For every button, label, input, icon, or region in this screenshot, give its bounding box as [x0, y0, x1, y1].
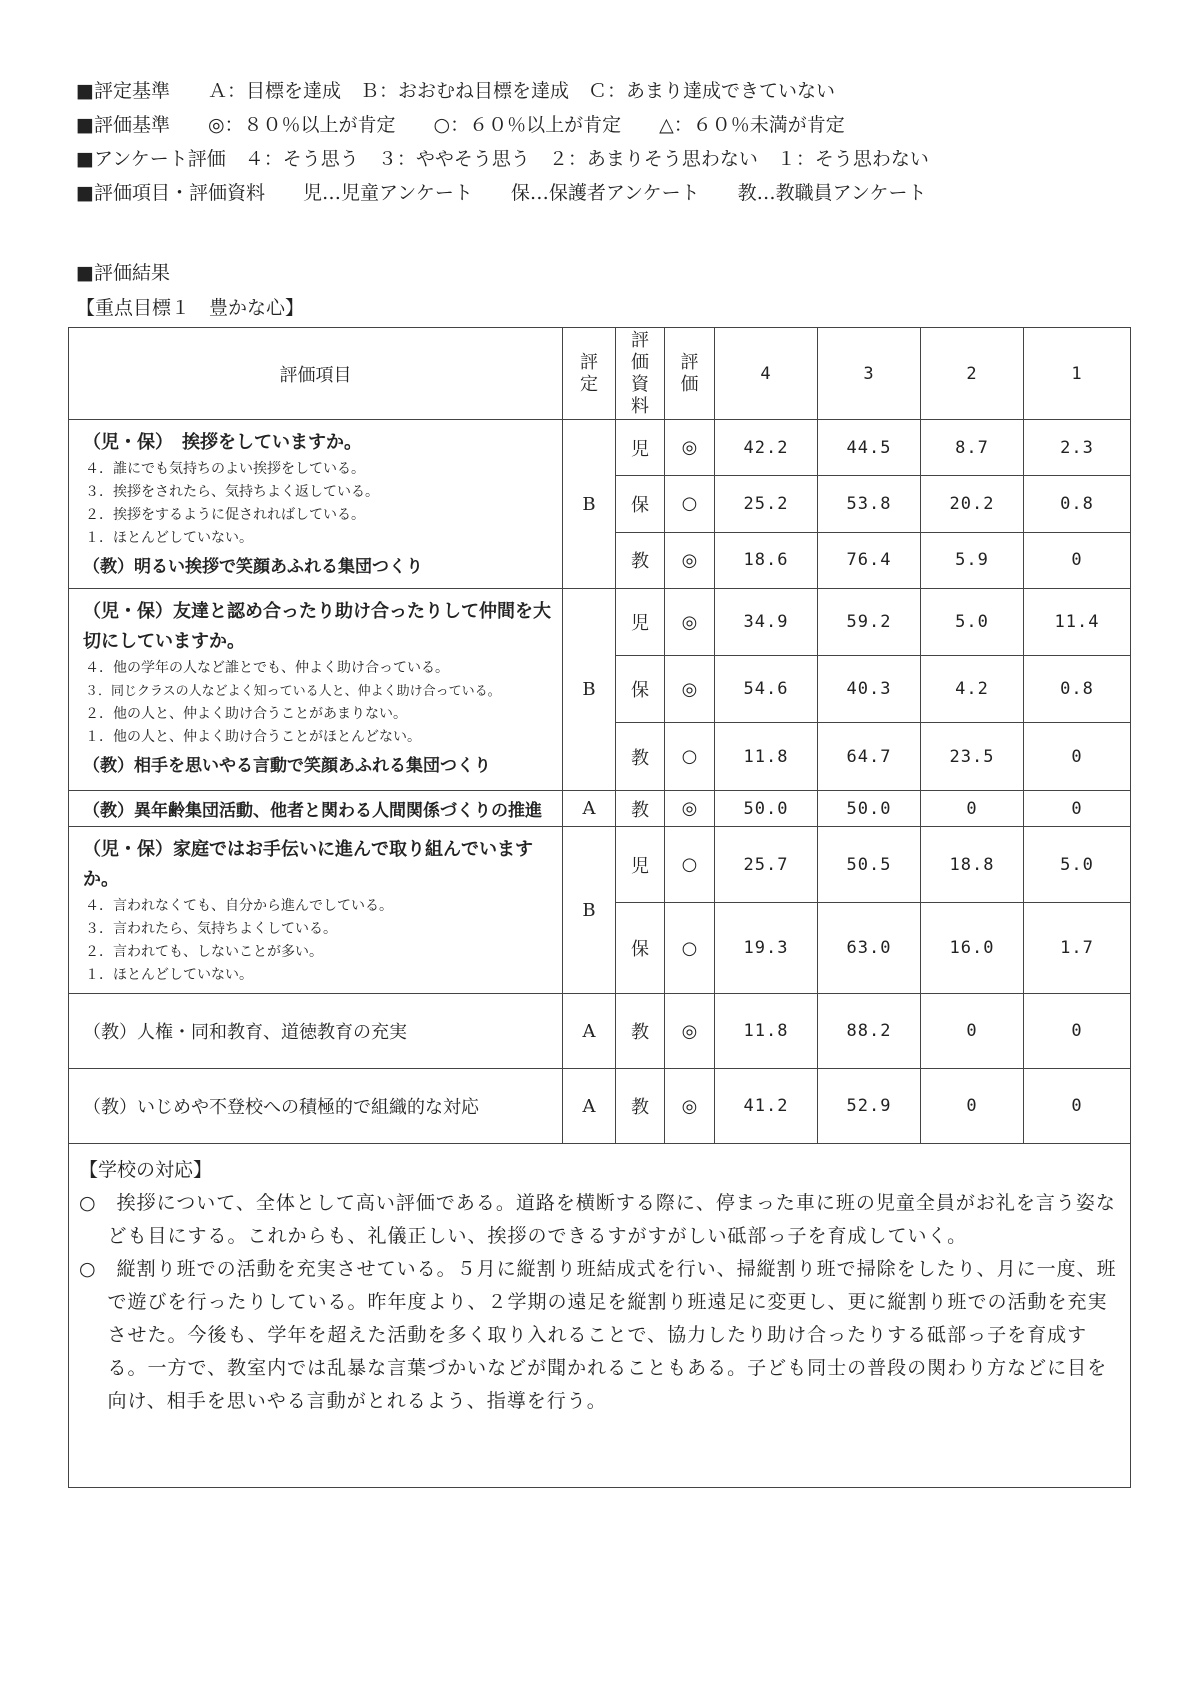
source-cell: 児: [616, 589, 665, 656]
table-row: [69, 994, 1131, 1069]
response-paragraph: ○ 挨拶について、全体として高い評価である。道路を横断する際に、停まった車に班の児童全員がお礼を言う姿なども目にする。これからも、礼儀正しい、挨拶のできるすがすがしい砥部っ子を育成していく。: [79, 1192, 1116, 1247]
response-paragraph: ○ 縦割り班での活動を充実させている。５月に縦割り班結成式を行い、掃縦割り班で掃除をしたり、月に一度、班で遊びを行ったりしている。昨年度より、２学期の遠足を縦割り班遠足に変更し、更に縦割り班での活動を充実させた。今後も、学年を超えた活動を多く取り入れることで、協力したり助け合ったりする砥部っ子を育成する。一方で、教室内では乱暴な言葉づかいなどが聞かれることもある。子ども同士の普段の関わり方などに目を向け、相手を思いやる言動がとれるよう、指導を行う。: [79, 1258, 1117, 1412]
value-cell: 41.2: [715, 1069, 818, 1144]
item-multi-age-activity: （教）異年齢集団活動、他者と関わる人間関係づくりの推進: [69, 791, 563, 827]
table-row: [69, 589, 1131, 656]
value-cell: 0: [921, 791, 1024, 827]
value-cell: 34.9: [715, 589, 818, 656]
value-cell: 0: [1024, 791, 1131, 827]
value-cell: 64.7: [818, 723, 921, 791]
value-cell: 8.7: [921, 420, 1024, 476]
value-cell: 25.2: [715, 476, 818, 532]
source-cell: 児: [616, 420, 665, 476]
value-cell: 76.4: [818, 532, 921, 588]
value-cell: 0: [1024, 723, 1131, 791]
header-source: 評 価 資 料: [616, 328, 665, 420]
item-housework: （児・保）家庭ではお手伝いに進んで取り組んでいますか。 ４．言われなくても、自分から進んでしている。 ３．言われたら、気持ちよくしている。 ２．言われても、しないことが多い。 １．ほとんどしていない。: [69, 827, 563, 994]
source-cell: 教: [616, 791, 665, 827]
legend-survey-scale: ■アンケート評価 ４：そう思う ３：ややそう思う ２：あまりそう思わない １：そう思わない: [76, 148, 929, 170]
value-cell: 20.2: [921, 476, 1024, 532]
value-cell: 23.5: [921, 723, 1024, 791]
rating-cell: B: [563, 420, 616, 589]
source-cell: 保: [616, 903, 665, 994]
item-human-rights-education: （教）人権・同和教育、道徳教育の充実: [69, 994, 563, 1069]
value-cell: 0: [921, 994, 1024, 1069]
header-score-3: 3: [818, 328, 921, 420]
value-cell: 63.0: [818, 903, 921, 994]
value-cell: 0: [1024, 1069, 1131, 1144]
rating-cell: A: [563, 791, 616, 827]
value-cell: 42.2: [715, 420, 818, 476]
legend-sources: ■評価項目・評価資料 児…児童アンケート 保…保護者アンケート 教…教職員アンケート: [76, 182, 927, 204]
goal-heading: 【重点目標１ 豊かな心】: [76, 297, 305, 319]
value-cell: 11.8: [715, 994, 818, 1069]
header-row: [69, 328, 1131, 420]
value-cell: 18.6: [715, 532, 818, 588]
header-rating: 評 定: [563, 328, 616, 420]
evaluation-cell: ◎: [665, 532, 715, 588]
value-cell: 2.3: [1024, 420, 1131, 476]
value-cell: 11.8: [715, 723, 818, 791]
header-evaluation: 評 価: [665, 328, 715, 420]
item-friendship: （児・保）友達と認め合ったり助け合ったりして仲間を大切にしていますか。 ４．他の学年の人など誰とでも、仲よく助け合っている。 ３．同じクラスの人などよく知っている人と、仲よく助け合っている。 ２．他の人と、仲よく助け合うことがあまりない。 １．他の人と、仲よく助け合うことがほとんどない。 （教）相手を思いやる言動で笑顔あふれる集団つくり: [69, 589, 563, 791]
value-cell: 19.3: [715, 903, 818, 994]
value-cell: 5.0: [921, 589, 1024, 656]
value-cell: 0.8: [1024, 476, 1131, 532]
evaluation-cell: ◎: [665, 791, 715, 827]
value-cell: 44.5: [818, 420, 921, 476]
item-greeting: （児・保） 挨拶をしていますか。 ４．誰にでも気持ちのよい挨拶をしている。 ３．挨拶をされたら、気持ちよく返している。 ２．挨拶をするように促されればしている。 １．ほとんどしていない。 （教）明るい挨拶で笑顔あふれる集団つくり: [69, 420, 563, 589]
value-cell: 88.2: [818, 994, 921, 1069]
value-cell: 0: [921, 1069, 1024, 1144]
value-cell: 25.7: [715, 827, 818, 903]
evaluation-cell: ◎: [665, 994, 715, 1069]
value-cell: 54.6: [715, 656, 818, 723]
value-cell: 53.8: [818, 476, 921, 532]
evaluation-table: [68, 327, 1131, 1488]
source-cell: 児: [616, 827, 665, 903]
source-cell: 教: [616, 723, 665, 791]
value-cell: 5.9: [921, 532, 1024, 588]
evaluation-cell: ◎: [665, 589, 715, 656]
results-heading: ■評価結果: [76, 262, 170, 284]
source-cell: 教: [616, 1069, 665, 1144]
evaluation-cell: ◎: [665, 656, 715, 723]
value-cell: 50.0: [818, 791, 921, 827]
table-row: [69, 791, 1131, 827]
value-cell: 11.4: [1024, 589, 1131, 656]
rating-cell: B: [563, 827, 616, 994]
header-score-1: 1: [1024, 328, 1131, 420]
header-score-4: 4: [715, 328, 818, 420]
header-score-2: 2: [921, 328, 1024, 420]
evaluation-cell: ◎: [665, 1069, 715, 1144]
value-cell: 0.8: [1024, 656, 1131, 723]
value-cell: 16.0: [921, 903, 1024, 994]
table-row: [69, 420, 1131, 476]
header-item: 評価項目: [69, 328, 563, 420]
item-bullying-response: （教）いじめや不登校への積極的で組織的な対応: [69, 1069, 563, 1144]
value-cell: 0: [1024, 532, 1131, 588]
value-cell: 0: [1024, 994, 1131, 1069]
legend-rating-criteria: ■評定基準 Ａ：目標を達成 Ｂ：おおむね目標を達成 Ｃ：あまり達成できていない: [76, 80, 835, 102]
value-cell: 40.3: [818, 656, 921, 723]
legend: [76, 74, 929, 210]
evaluation-cell: ○: [665, 903, 715, 994]
value-cell: 1.7: [1024, 903, 1131, 994]
school-response: [69, 1144, 1131, 1488]
table-row: [69, 1069, 1131, 1144]
legend-evaluation-criteria: ■評価基準 ◎：８０％以上が肯定 ○：６０％以上が肯定 △：６０％未満が肯定: [76, 114, 845, 136]
evaluation-cell: ◎: [665, 420, 715, 476]
evaluation-cell: ○: [665, 827, 715, 903]
source-cell: 教: [616, 994, 665, 1069]
value-cell: 52.9: [818, 1069, 921, 1144]
table-row: [69, 827, 1131, 903]
source-cell: 保: [616, 656, 665, 723]
value-cell: 50.5: [818, 827, 921, 903]
value-cell: 59.2: [818, 589, 921, 656]
rating-cell: A: [563, 1069, 616, 1144]
value-cell: 50.0: [715, 791, 818, 827]
value-cell: 4.2: [921, 656, 1024, 723]
school-response-row: [69, 1144, 1131, 1488]
value-cell: 5.0: [1024, 827, 1131, 903]
value-cell: 18.8: [921, 827, 1024, 903]
rating-cell: A: [563, 994, 616, 1069]
evaluation-cell: ○: [665, 476, 715, 532]
source-cell: 教: [616, 532, 665, 588]
evaluation-cell: ○: [665, 723, 715, 791]
source-cell: 保: [616, 476, 665, 532]
rating-cell: B: [563, 589, 616, 791]
school-response-title: 【学校の対応】: [79, 1159, 213, 1181]
